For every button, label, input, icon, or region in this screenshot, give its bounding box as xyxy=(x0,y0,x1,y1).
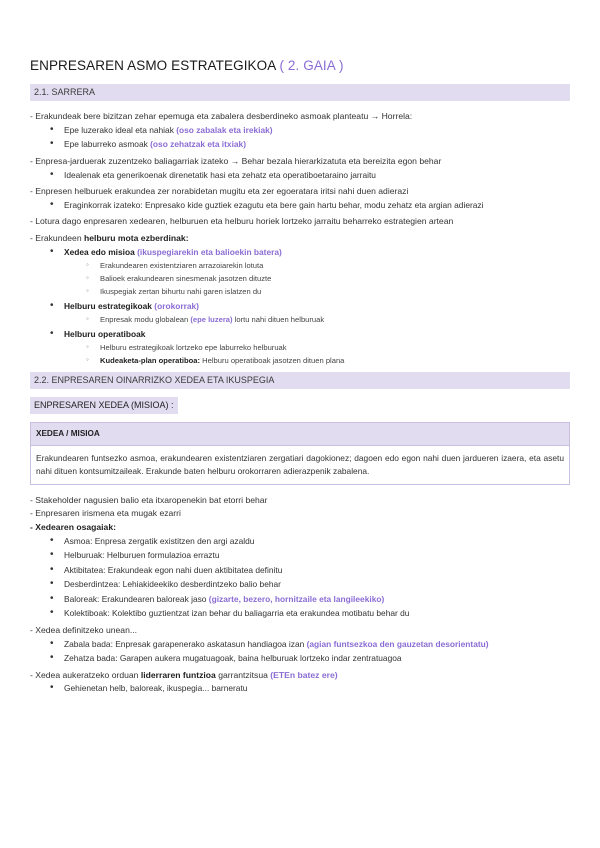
intro-block-5 xyxy=(30,233,570,366)
leader-block xyxy=(30,670,570,694)
paragraph-bold: helburu mota ezberdinak: xyxy=(83,233,189,244)
title-tag: ( 2. GAIA ) xyxy=(279,58,344,73)
sub-text: Enpresak modu globalean xyxy=(100,315,191,325)
sub-item: ◦ Ikuspegiak zertan bihurtu nahi garen islatzen du xyxy=(86,287,570,296)
goal-type-label: Helburu estrategikoak xyxy=(64,300,155,311)
paragraph: - Stakeholder nagusien balio eta itxaropenekin bat etorri behar xyxy=(30,494,268,505)
list-item xyxy=(50,608,570,619)
paragraph-text: - Xedea aukeratzeko orduan xyxy=(30,669,141,680)
goal-type-operational xyxy=(50,329,570,366)
item-text: Epe laburreko asmoak xyxy=(64,139,151,150)
goal-type-accent: (ikuspegiarekin eta balioekin batera) xyxy=(137,246,282,257)
paragraph: - Lotura dago enpresaren xedearen, helburuen eta helburu horiek lortzeko jarraitu beharreko estrategien artean xyxy=(30,216,454,227)
item-text: Asmoa: Enpresa zergatik existitzen den argi azaldu xyxy=(64,535,255,546)
goal-type-mission xyxy=(50,247,570,297)
item-text: Kolektiboak: Kolektibo guztientzat izan behar du baliagarria eta erakundea motibatu behar du xyxy=(64,608,410,619)
list-item xyxy=(50,639,570,650)
intro-block-3 xyxy=(30,186,570,210)
item-text: Zabala bada: Enpresak garapenerako askatasun handiagoa izan xyxy=(64,638,307,649)
sub-list xyxy=(86,261,570,296)
list-item xyxy=(50,594,570,605)
list-item xyxy=(50,579,570,590)
paragraph: - Xedearen osagaiak: xyxy=(30,522,116,533)
card-text: Erakundearen funtsezko asmoa, erakundearen existentziaren zergatiari dagokionez; dagoen edo egon nahi duen jardueren izaera, eta asetu nahi dituen kontsumitzaileak. Erakunde baten helburu orokorraren adierazpenik zabalena. xyxy=(36,453,564,477)
list-item: • Eraginkorrak izateko: Enpresako kide guztiek ezagutu eta bere gain hartu behar, modu zehatz eta argian adierazi xyxy=(50,200,570,211)
section-heading-xedea: 2.2. ENPRESAREN OINARRIZKO XEDEA ETA IKUSPEGIA xyxy=(30,372,570,389)
title-main: ENPRESAREN ASMO ESTRATEGIKOA xyxy=(30,58,276,73)
item-text: Aktibitatea: Erakundeak egon nahi duen aktibitatea definitu xyxy=(64,564,283,575)
paragraph: - Erakundeak bere bizitzan zehar epemuga eta zabalera desberdineko asmoak planteatu → Horrela: xyxy=(30,111,413,122)
bullet-list xyxy=(50,639,570,664)
item-accent: (agian funtsezkoa den gauzetan desorientatu) xyxy=(306,638,489,649)
goal-type-label: Xedea edo misioa xyxy=(64,246,138,257)
sub-list xyxy=(86,315,570,324)
intro-block-1 xyxy=(30,111,570,150)
intro-block-2 xyxy=(30,156,570,180)
sub-item xyxy=(86,356,570,365)
sub-item: ◦ Helburu estrategikoak lortzeko epe laburreko helburuak xyxy=(86,343,570,352)
paragraph-text: - Erakundeen xyxy=(30,233,84,244)
bullet-list xyxy=(50,170,570,181)
sub-item xyxy=(86,315,570,324)
item-accent: (gizarte, bezero, hornitzaile eta langileekiko) xyxy=(208,593,385,604)
paragraph xyxy=(30,670,570,681)
item-text: Desberdintzea: Lehiakideekiko desberdintzeko balio behar xyxy=(64,579,281,590)
item-accent: (oso zehatzak eta itxiak) xyxy=(150,139,247,150)
sub-item: ◦ Erakundearen existentziaren arrazoiarekin lotuta xyxy=(86,261,570,270)
paragraph-accent: (ETEn batez ere) xyxy=(270,669,338,680)
list-item xyxy=(50,125,570,136)
paragraph-bold: liderraren funtzioa xyxy=(140,669,216,680)
sub-accent: (epe luzera) xyxy=(190,315,233,325)
paragraph: - Enpresen helburuek erakundea zer norabidetan mugitu eta zer egoeratara iritsi nahi duen adierazi xyxy=(30,186,409,197)
sub-list xyxy=(86,343,570,365)
sub-text: Helburu operatiboak jasotzen dituen plana xyxy=(200,356,345,366)
item-text: Helburuak: Helburuen formulazioa erraztu xyxy=(64,550,220,561)
paragraph: - Enpresaren irismena eta mugak ezarri xyxy=(30,508,181,519)
list-item xyxy=(50,565,570,576)
subheading-xedea: ENPRESAREN XEDEA (MISIOA) : xyxy=(30,397,178,414)
sub-item: ◦ Balioek erakundearen sinesmenak jasotzen dituzte xyxy=(86,274,570,283)
page-title xyxy=(30,58,570,75)
definition-block xyxy=(30,625,570,664)
bullet-list xyxy=(50,200,570,211)
list-item: • Gehienetan helb, baloreak, ikuspegia... barneratu xyxy=(50,683,570,694)
xedea-lines xyxy=(30,495,570,619)
list-item: • Idealenak eta generikoenak direnetatik hasi eta zehatz eta operatiboetaraino jarraitu xyxy=(50,170,570,181)
list-item xyxy=(50,550,570,561)
list-item xyxy=(50,139,570,150)
components-list xyxy=(50,536,570,619)
section-heading-sarrera: 2.1. SARRERA xyxy=(30,84,570,101)
intro-block-4 xyxy=(30,216,570,227)
item-text: Baloreak: Erakundearen baloreak jaso xyxy=(64,593,209,604)
item-text: Zehatza bada: Garapen aukera mugatuagoak, baina helburuak lortzeko indar zentratuagoa xyxy=(64,653,402,664)
sub-bold: Kudeaketa-plan operatiboa: xyxy=(100,356,201,366)
sub-text: lortu nahi dituen helburuak xyxy=(232,315,325,325)
bullet-list xyxy=(50,125,570,150)
goal-types-list xyxy=(50,247,570,366)
goal-type-label: Helburu operatiboak xyxy=(64,328,146,339)
paragraph: - Xedea definitzeko unean... xyxy=(30,624,138,635)
paragraph: - Enpresa-jarduerak zuzentzeko baliagarriak izateko → Behar bezala hierarkizatuta eta bereizita egon behar xyxy=(30,155,442,166)
list-item xyxy=(50,536,570,547)
definition-card xyxy=(30,422,570,484)
paragraph-text: garrantzitsua xyxy=(215,669,271,680)
goal-type-accent: (orokorrak) xyxy=(154,300,199,311)
paragraph xyxy=(30,233,570,244)
list-item xyxy=(50,653,570,664)
goal-type-strategic xyxy=(50,301,570,325)
bullet-list xyxy=(50,683,570,694)
item-text: Epe luzerako ideal eta nahiak xyxy=(64,124,177,135)
card-title: XEDEA / MISIOA xyxy=(31,423,569,446)
item-accent: (oso zabalak eta irekiak) xyxy=(176,124,273,135)
